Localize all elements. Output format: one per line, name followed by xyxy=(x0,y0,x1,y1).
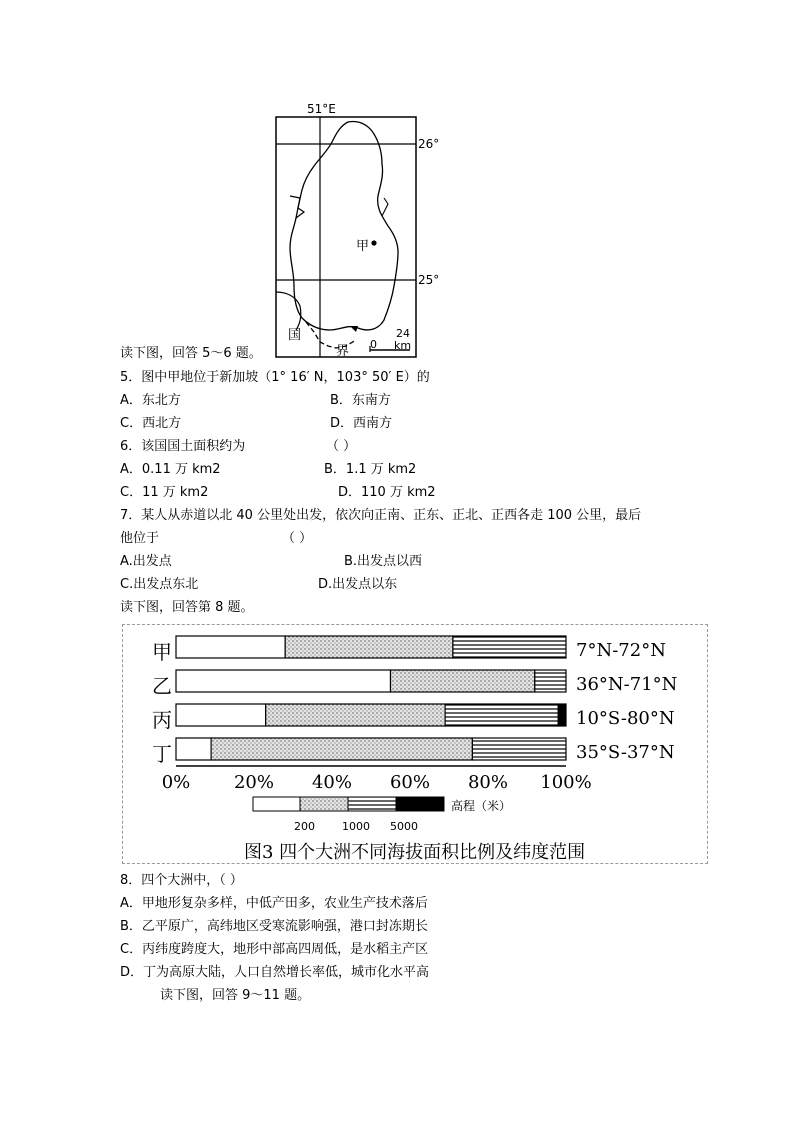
q7-option-a: A.出发点 xyxy=(120,554,172,569)
border-label-jie: 界 xyxy=(336,344,350,359)
q8-option-c: C．丙纬度跨度大，地形中部高四周低，是水稻主产区 xyxy=(120,942,429,957)
q7-option-b: B.出发点以西 xyxy=(344,554,423,569)
legend-title: 高程（米） xyxy=(451,799,512,813)
bar-segment-1-200-1000 xyxy=(285,636,453,658)
legend-swatch-1000-5000 xyxy=(348,797,396,811)
bar-segment-4-200-1000 xyxy=(211,738,472,760)
peninsula-map xyxy=(270,100,440,360)
bar-segment-1-0-200 xyxy=(176,636,285,658)
q8-option-d: D．丁为高原大陆，人口自然增长率低，城市化水平高 xyxy=(120,965,430,980)
point-jia-label: 甲 xyxy=(356,239,370,254)
q7-stem-line1: 7．某人从赤道以北 40 公里处出发，依次向正南、正东、正北、正西各走 100 公里，最后 xyxy=(120,508,642,523)
coastline xyxy=(290,122,398,331)
category-label-ding: 丁 xyxy=(152,742,172,766)
bar-segment-2-0-200 xyxy=(176,670,391,692)
q7-stem-line2: 他位于 xyxy=(120,531,160,546)
scale-zero-label: 0 xyxy=(370,338,377,351)
bar-segment-3-1000-5000 xyxy=(445,704,558,726)
bar-segment-2-1000-5000 xyxy=(535,670,566,692)
x-tick-label: 20% xyxy=(233,772,275,793)
legend-swatch-5000 xyxy=(396,797,444,811)
latitude-26-label: 26° xyxy=(418,137,440,151)
x-tick-label: 100% xyxy=(540,772,592,793)
q5-option-c: C．西北方 xyxy=(120,416,182,431)
bar-segment-3->5000 xyxy=(558,704,566,726)
bar-segment-4-1000-5000 xyxy=(472,738,566,760)
category-label-bing: 丙 xyxy=(152,708,172,732)
intro-5-6: 读下图，回答 5～6 题。 xyxy=(120,346,262,361)
q6-option-a: A．0.11 万 km2 xyxy=(120,462,221,477)
bar-segment-2-200-1000 xyxy=(391,670,535,692)
legend-swatch-0-200 xyxy=(253,797,300,811)
legend-swatch-200-1000 xyxy=(300,797,348,811)
latitude-range-ding: 35°S-37°N xyxy=(576,742,675,763)
island xyxy=(350,326,358,332)
legend-break-1000: 1000 xyxy=(342,820,370,833)
chart-title: 图3 四个大洲不同海拔面积比例及纬度范围 xyxy=(244,842,586,863)
bar-segment-1-1000-5000 xyxy=(453,636,566,658)
category-label-jia: 甲 xyxy=(152,640,172,664)
latitude-range-jia: 7°N-72°N xyxy=(576,640,666,661)
x-tick-label: 40% xyxy=(311,772,353,793)
legend-break-200: 200 xyxy=(294,820,315,833)
x-tick-label: 60% xyxy=(389,772,431,793)
latitude-range-bing: 10°S-80°N xyxy=(576,708,675,729)
east-inlet xyxy=(382,198,388,216)
q6-option-b: B．1.1 万 km2 xyxy=(324,462,417,477)
bar-segment-4-0-200 xyxy=(176,738,211,760)
intro-9-11: 读下图，回答 9～11 题。 xyxy=(160,988,311,1003)
latitude-range-yi: 36°N-71°N xyxy=(576,674,678,695)
point-jia xyxy=(371,240,376,245)
map-figure xyxy=(270,100,440,360)
q5-stem: 5．图中甲地位于新加坡（1° 16′ N，103° 50′ E）的 xyxy=(120,370,430,385)
legend-swatches xyxy=(252,796,452,812)
q6-option-c: C．11 万 km2 xyxy=(120,485,209,500)
q6-stem: 6．该国国土面积约为 xyxy=(120,439,246,454)
q5-option-d: D．西南方 xyxy=(330,416,393,431)
border-label-guo: 国 xyxy=(288,328,302,343)
legend-break-5000: 5000 xyxy=(390,820,418,833)
scale-value-label: 24 xyxy=(396,327,410,340)
q8-stem: 8．四个大洲中，（ ） xyxy=(120,873,243,888)
latitude-25-label: 25° xyxy=(418,273,440,287)
q6-option-d: D．110 万 km2 xyxy=(338,485,436,500)
q5-option-a: A．东北方 xyxy=(120,393,181,408)
q7-option-c: C.出发点东北 xyxy=(120,577,199,592)
q5-option-b: B．东南方 xyxy=(330,393,391,408)
intro-8: 读下图，回答第 8 题。 xyxy=(120,600,254,615)
q8-option-b: B．乙平原广，高纬地区受寒流影响强，港口封冻期长 xyxy=(120,919,428,934)
q8-option-a: A．甲地形复杂多样，中低产田多，农业生产技术落后 xyxy=(120,896,428,911)
scale-unit-label: km xyxy=(394,339,412,352)
q6-blank: （ ） xyxy=(326,439,357,454)
x-tick-label: 80% xyxy=(467,772,509,793)
longitude-label: 51°E xyxy=(307,102,336,116)
q7-blank: （ ） xyxy=(282,531,313,546)
bar-segment-3-0-200 xyxy=(176,704,266,726)
bar-segment-3-200-1000 xyxy=(266,704,445,726)
x-tick-label: 0% xyxy=(161,772,191,793)
q7-option-d: D.出发点以东 xyxy=(318,577,398,592)
category-label-yi: 乙 xyxy=(152,674,172,698)
